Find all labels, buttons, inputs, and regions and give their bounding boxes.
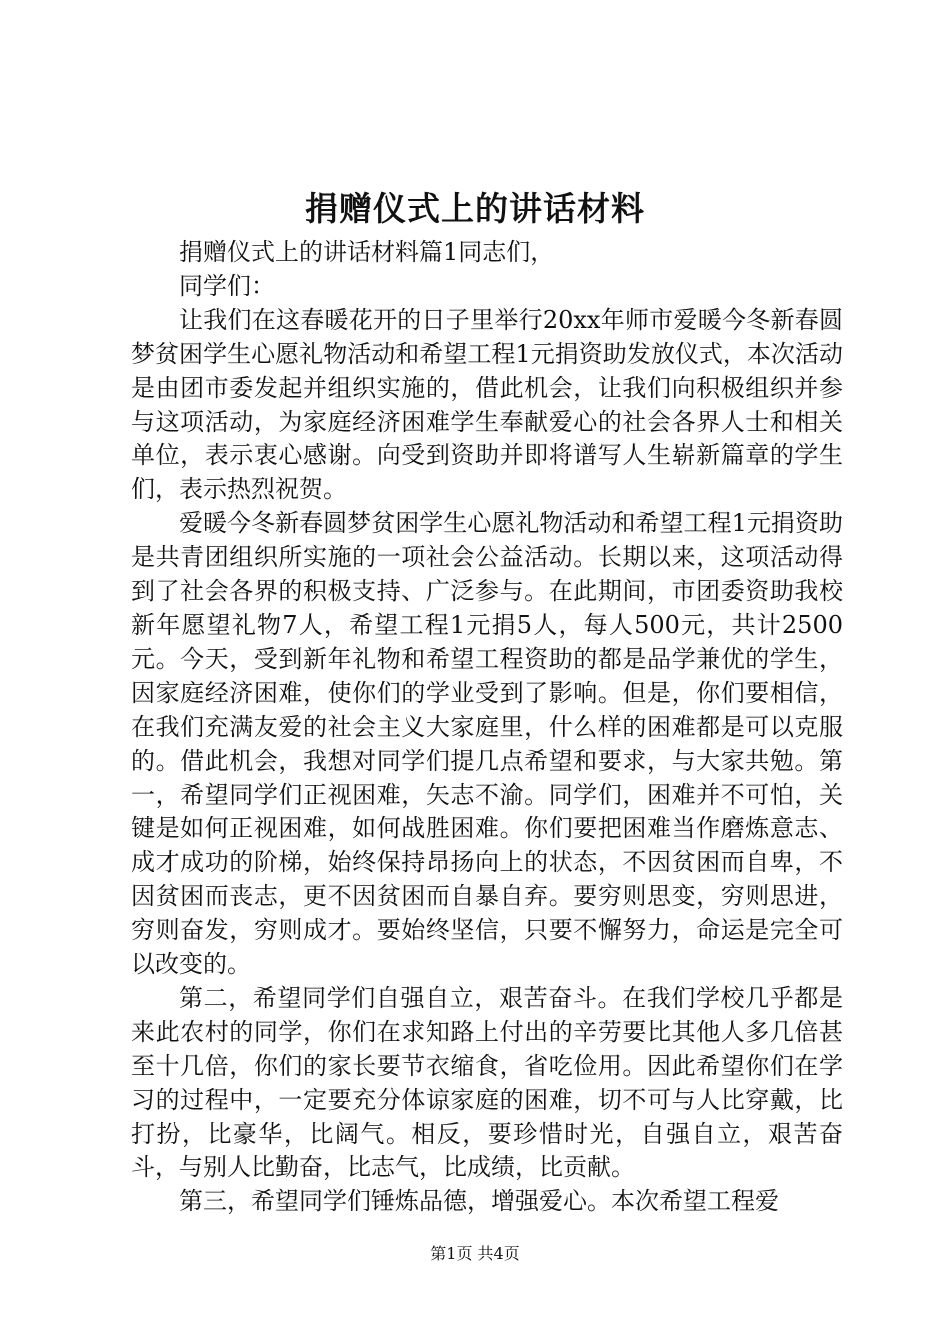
paragraph-greeting-students: 同学们： (179, 271, 275, 300)
paragraph-second-hope: 第二，希望同学们自强自立，艰苦奋斗。在我们学校几乎都是来此农村的同学，你们在求知路上付出的辛劳要比其他人多几倍甚至十几倍，你们的家长要节衣缩食，省吃俭用。因此希望你们在学习的过程中，一定要充分体谅家庭的困难，切不可与人比穿戴，比打扮，比豪华，比阔气。相反，要珍惜时光，自强自立，艰苦奋斗，与别人比勤奋，比志气，比成绩，比贡献。 (131, 983, 843, 1182)
paragraph-greeting: 捐赠仪式上的讲话材料篇1同志们， (179, 238, 555, 266)
paragraph-opening: 让我们在这春暖花开的日子里举行20xx年师市爱暖今冬新春圆梦贫困学生心愿礼物活动和希望工程1元捐资助发放仪式，本次活动是由团市委发起并组织实施的，借此机会，让我们向积极组织并参与这项活动，为家庭经济困难学生奉献爱心的社会各界人士和相关单位，表示衷心感谢。向受到资助并即将谱写人生崭新篇章的学生们，表示热烈祝贺。 (131, 305, 843, 504)
page-indicator: 第1页 共4页 (430, 1244, 520, 1263)
document-body (131, 236, 843, 1219)
paragraph-activity-overview: 爱暖今冬新春圆梦贫困学生心愿礼物活动和希望工程1元捐资助是共青团组织所实施的一项社会公益活动。长期以来，这项活动得到了社会各界的积极支持、广泛参与。在此期间，市团委资助我校新年愿望礼物7人，希望工程1元捐5人，每人500元，共计2500元。今天，受到新年礼物和希望工程资助的都是品学兼优的学生，因家庭经济困难，使你们的学业受到了影响。但是，你们要相信，在我们充满友爱的社会主义大家庭里，什么样的困难都是可以克服的。借此机会，我想对同学们提几点希望和要求，与大家共勉。第一，希望同学们正视困难，矢志不渝。同学们，困难并不可怕，关键是如何正视困难，如何战胜困难。你们要把困难当作磨炼意志、成才成功的阶梯，始终保持昂扬向上的状态，不因贫困而自卑，不因贫困而丧志，更不因贫困而自暴自弃。要穷则思变，穷则思进，穷则奋发，穷则成才。要始终坚信，只要不懈努力，命运是完全可以改变的。 (131, 509, 843, 979)
document-title: 捐赠仪式上的讲话材料 (305, 189, 645, 228)
paragraph-third-hope: 第三，希望同学们锤炼品德，增强爱心。本次希望工程爱 (179, 1187, 779, 1216)
